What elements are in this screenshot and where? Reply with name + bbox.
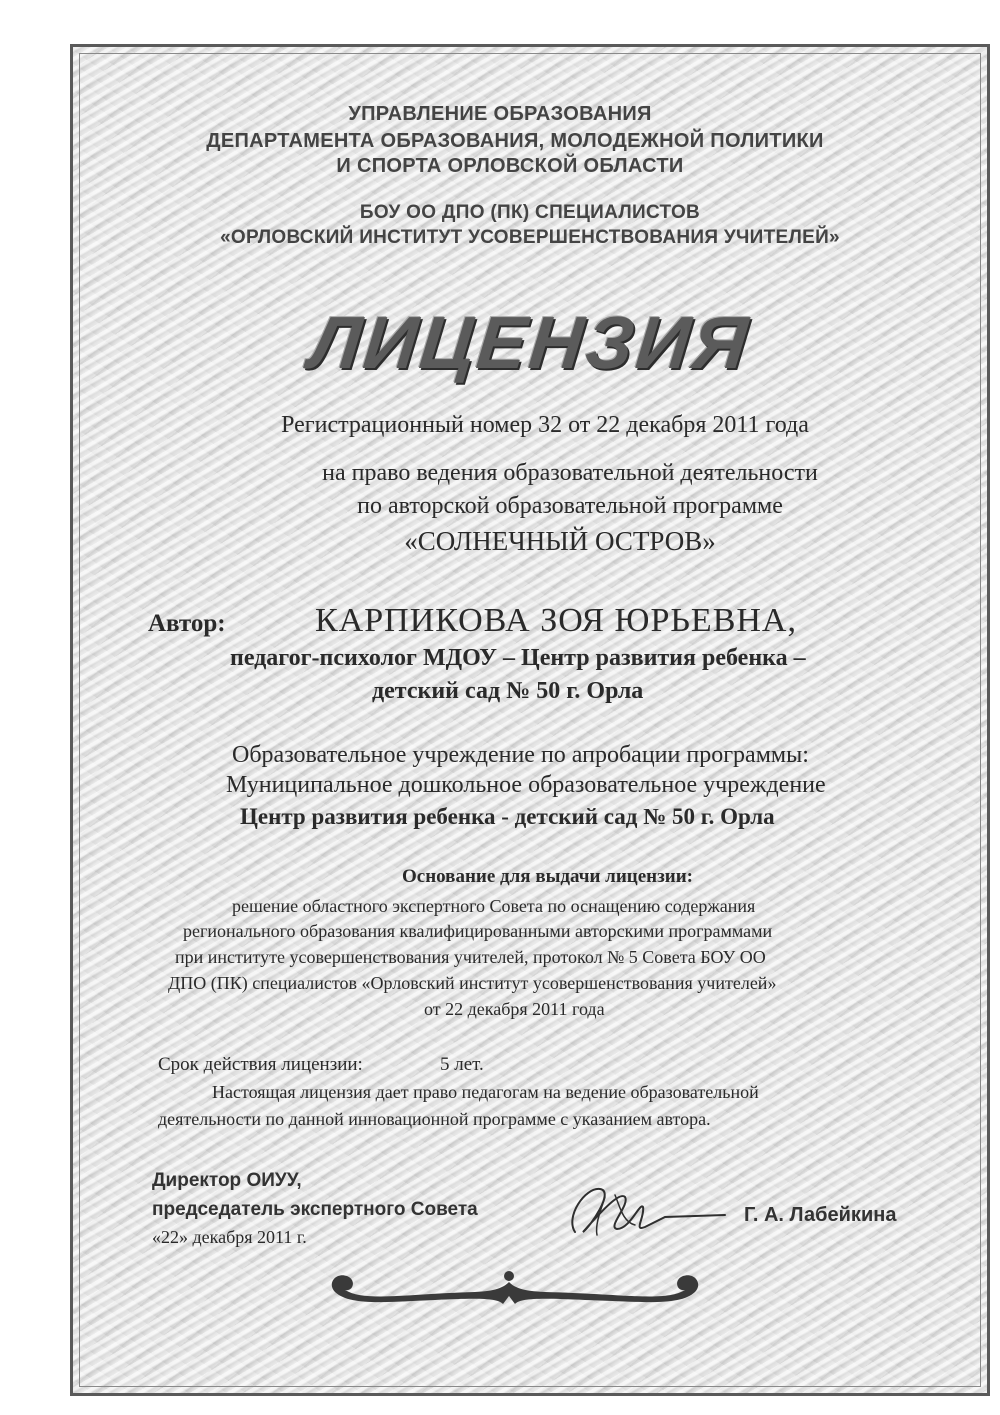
signature-date: «22» декабря 2011 г. — [152, 1227, 307, 1247]
institution-line-3: Центр развития ребенка - детский сад № 50 г. Орла — [240, 804, 775, 829]
signatory-name: Г. А. Лабейкина — [744, 1204, 897, 1226]
program-name: «СОЛНЕЧНЫЙ ОСТРОВ» — [404, 526, 716, 556]
purpose-line-1: на право ведения образовательной деятельности — [322, 460, 818, 486]
basis-line-2: регионального образования квалифицированными авторскими программами — [183, 921, 773, 941]
author-name: КАРПИКОВА ЗОЯ ЮРЬЕВНА, — [315, 602, 797, 639]
validity-note-line-1: Настоящая лицензия дает право педагогам на ведение образовательной — [212, 1082, 759, 1102]
signatory-title-line-2: председатель экспертного Совета — [152, 1199, 478, 1220]
purpose-line-2: по авторской образовательной программе — [357, 493, 783, 519]
decorative-ornament — [325, 1262, 705, 1310]
registration-number: Регистрационный номер 32 от 22 декабря 2011 года — [281, 412, 809, 438]
author-label: Автор: — [148, 610, 226, 637]
validity-label: Срок действия лицензии: — [158, 1054, 363, 1075]
basis-heading: Основание для выдачи лицензии: — [402, 866, 693, 887]
basis-line-1: решение областного экспертного Совета по оснащению содержания — [232, 896, 756, 916]
institution-line-2: Муниципальное дошкольное образовательное учреждение — [226, 772, 826, 798]
basis-line-3: при институте усовершенствования учителей, протокол № 5 Совета БОУ ОО — [175, 947, 766, 967]
validity-value: 5 лет. — [440, 1054, 484, 1075]
basis-line-4: ДПО (ПК) специалистов «Орловский институт усовершенствования учителей» — [168, 973, 777, 993]
org-line-3: И СПОРТА ОРЛОВСКОЙ ОБЛАСТИ — [336, 155, 684, 177]
institute-line-2: «ОРЛОВСКИЙ ИНСТИТУТ УСОВЕРШЕНСТВОВАНИЯ УЧИТЕЛЕЙ» — [220, 227, 840, 248]
org-line-2: ДЕПАРТАМЕНТА ОБРАЗОВАНИЯ, МОЛОДЕЖНОЙ ПОЛИТИКИ — [206, 130, 824, 152]
signatory-title-line-1: Директор ОИУУ, — [152, 1170, 302, 1191]
institution-line-1: Образовательное учреждение по апробации программы: — [232, 742, 809, 768]
handwritten-signature — [545, 1177, 745, 1247]
author-position-line-2: детский сад № 50 г. Орла — [372, 678, 644, 704]
validity-note-line-2: деятельности по данной инновационной программе с указанием автора. — [158, 1109, 711, 1129]
org-line-1: УПРАВЛЕНИЕ ОБРАЗОВАНИЯ — [348, 103, 652, 125]
author-position-line-1: педагог-психолог МДОУ – Центр развития ребенка – — [230, 645, 806, 671]
basis-line-5: от 22 декабря 2011 года — [424, 999, 605, 1019]
document-title: ЛИЦЕНЗИЯ — [305, 301, 755, 384]
institute-line-1: БОУ ОО ДПО (ПК) СПЕЦИАЛИСТОВ — [359, 202, 701, 223]
